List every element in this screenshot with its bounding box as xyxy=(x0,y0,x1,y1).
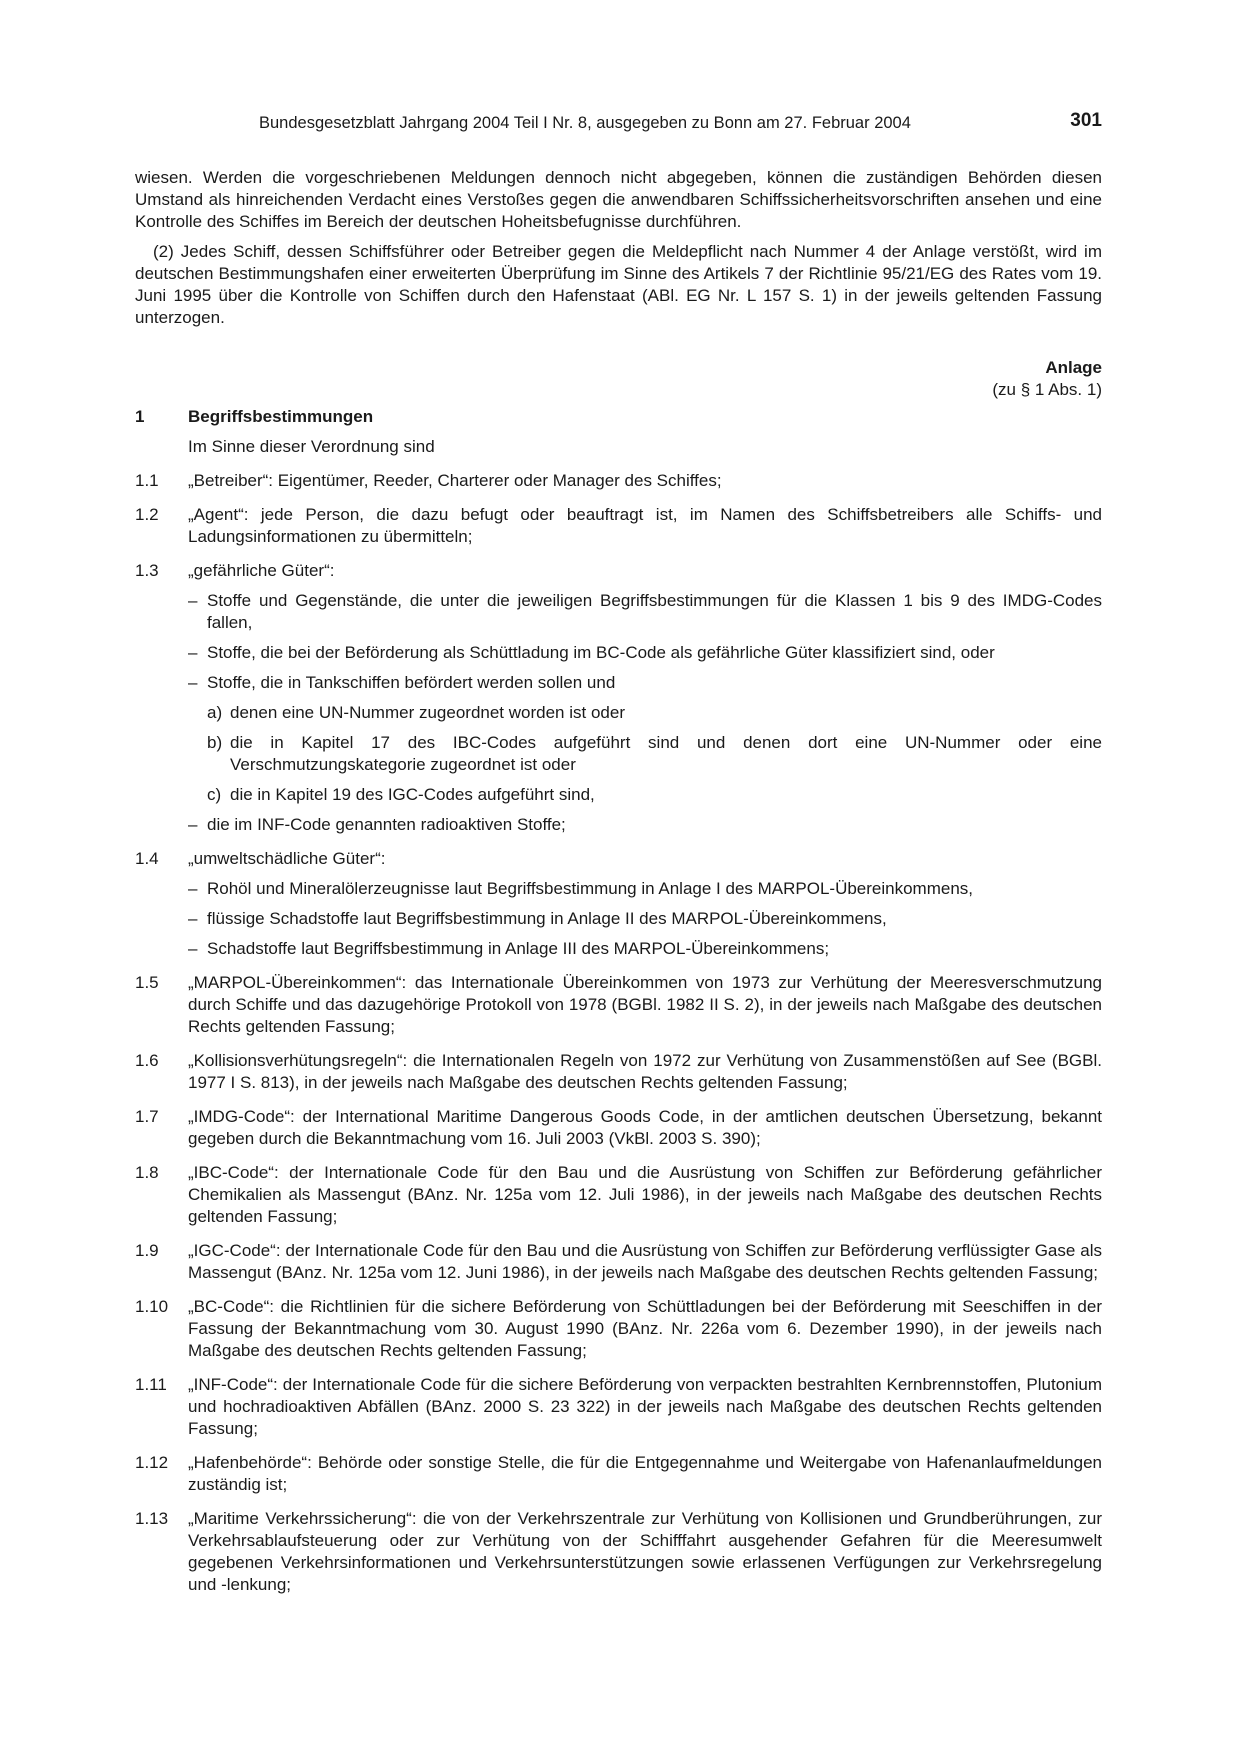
definition-1-5 xyxy=(135,972,1102,1038)
item-number: 1.9 xyxy=(135,1241,159,1260)
alpha-item-c: c) die in Kapitel 19 des IGC-Codes aufgeführt sind, xyxy=(207,785,595,804)
item-text: „MARPOL-Übereinkommen“: das Internationale Übereinkommen von 1973 zur Verhütung der Meeresverschmutzung durch Schiffe und das dazugehörige Protokoll von 1978 (BGBl. 1982 II S. 2), in der jeweils nach Maßgabe des deutschen Rechts geltenden Fassung; xyxy=(188,973,1102,1036)
item-number: 1.2 xyxy=(135,505,159,524)
item-number: 1.11 xyxy=(135,1375,167,1394)
dash-bullet: – xyxy=(188,939,198,958)
item-number: 1.4 xyxy=(135,849,159,868)
item-text: „umweltschädliche Güter“: xyxy=(188,849,386,868)
page-header xyxy=(124,112,1102,138)
dash-bullet: – xyxy=(188,879,198,898)
definition-1-6 xyxy=(135,1050,1102,1094)
list-item: – Stoffe, die bei der Beförderung als Schüttladung im BC-Code als gefährliche Güter klassifiziert sind, oder xyxy=(188,643,995,662)
page-number: 301 xyxy=(1070,110,1102,131)
dash-bullet: – xyxy=(188,591,198,610)
definition-1-7 xyxy=(135,1106,1102,1150)
section-lead-text: Im Sinne dieser Verordnung sind xyxy=(188,437,435,456)
intro-paragraph-1: wiesen. Werden die vorgeschriebenen Meldungen dennoch nicht abgegeben, können die zuständigen Behörden diesen Umstand als hinreichenden Verdacht eines Verstoßes gegen die anwendbaren Schiffssicherheitsvorschriften ansehen und eine Kontrolle des Schiffes im Bereich der deutschen Hoheitsbefugnisse durchführen. xyxy=(135,168,1102,231)
definition-1-10 xyxy=(135,1296,1102,1362)
list-item: – Stoffe und Gegenstände, die unter die jeweiligen Begriffsbestimmungen für die Klassen 1 bis 9 des IMDG-Codes fallen, xyxy=(188,591,1102,632)
section-lead xyxy=(135,436,1102,458)
item-number: 1.10 xyxy=(135,1297,169,1316)
alpha-item-b: b) die in Kapitel 17 des IBC-Codes aufgeführt sind und denen dort eine UN-Nummer oder eine Verschmutzungskategorie zugeordnet ist oder xyxy=(207,733,1102,774)
list-item: – flüssige Schadstoffe laut Begriffsbestimmung in Anlage II des MARPOL-Übereinkommens, xyxy=(188,909,887,928)
list-item: – Schadstoffe laut Begriffsbestimmung in Anlage III des MARPOL-Übereinkommens; xyxy=(188,939,830,958)
definition-1-3 xyxy=(135,560,1102,836)
anlage-reference: (zu § 1 Abs. 1) xyxy=(992,380,1102,399)
dash-bullet: – xyxy=(188,643,198,662)
alpha-item-a: a) denen eine UN-Nummer zugeordnet worden ist oder xyxy=(207,703,625,722)
definition-1-13 xyxy=(135,1508,1102,1596)
definition-1-8 xyxy=(135,1162,1102,1228)
item-text: „BC-Code“: die Richtlinien für die sichere Beförderung von Schüttladungen bei der Beförderung mit Seeschiffen in der Fassung der Bekanntmachung vom 30. August 1990 (BAnz. Nr. 226a vom 6. Dezember 1990), in der jeweils nach Maßgabe des deutschen Rechts geltenden Fassung; xyxy=(188,1297,1102,1360)
item-number: 1.12 xyxy=(135,1453,169,1472)
item-number: 1.5 xyxy=(135,973,159,992)
item-text: „gefährliche Güter“: xyxy=(188,561,335,580)
item-text: „INF-Code“: der Internationale Code für die sichere Beförderung von verpackten bestrahlten Kernbrennstoffen, Plutonium und hochradioaktiven Abfällen (BAnz. 2000 S. 23 322) in der jeweils nach Maßgabe des deutschen Rechts geltenden Fassung; xyxy=(188,1375,1102,1438)
item-text: „IGC-Code“: der Internationale Code für den Bau und die Ausrüstung von Schiffen zur Beförderung verflüssigter Gase als Massengut (BAnz. Nr. 125a vom 12. Juni 1986), in der jeweils nach Maßgabe des deutschen Rechts geltenden Fassung; xyxy=(188,1241,1102,1282)
item-text: „IBC-Code“: der Internationale Code für den Bau und die Ausrüstung von Schiffen zur Beförderung gefährlicher Chemikalien als Massengut (BAnz. Nr. 125a vom 12. Juli 1986), in der jeweils nach Maßgabe des deutschen Rechts geltenden Fassung; xyxy=(188,1163,1102,1226)
anlage-heading xyxy=(135,357,1102,401)
item-number: 1.6 xyxy=(135,1051,159,1070)
section-title: Begriffsbestimmungen xyxy=(188,407,374,426)
dash-bullet: – xyxy=(188,815,198,834)
section-number: 1 xyxy=(135,407,145,426)
list-item: – die im INF-Code genannten radioaktiven Stoffe; xyxy=(188,815,566,834)
definition-1-4 xyxy=(135,848,1102,960)
intro-paragraphs xyxy=(135,167,1102,337)
running-title: Bundesgesetzblatt Jahrgang 2004 Teil I Nr. 8, ausgegeben zu Bonn am 27. Februar 2004 xyxy=(259,114,911,132)
item-number: 1.3 xyxy=(135,561,159,580)
item-text: „Kollisionsverhütungsregeln“: die Internationalen Regeln von 1972 zur Verhütung von Zusammenstößen auf See (BGBl. 1977 I S. 813), in der jeweils nach Maßgabe des deutschen Rechts geltenden Fassung; xyxy=(188,1051,1102,1092)
definition-1-9 xyxy=(135,1240,1102,1284)
intro-paragraph-2: (2) Jedes Schiff, dessen Schiffsführer oder Betreiber gegen die Meldepflicht nach Nummer 4 der Anlage verstößt, wird im deutschen Bestimmungshafen einer erweiterten Überprüfung im Sinne des Artikels 7 der Richtlinie 95/21/EG des Rates vom 19. Juni 1995 über die Kontrolle von Schiffen durch den Hafenstaat (ABl. EG Nr. L 157 S. 1) in der jeweils geltenden Fassung unterzogen. xyxy=(135,242,1102,327)
item-number: 1.8 xyxy=(135,1163,159,1182)
dash-bullet: – xyxy=(188,909,198,928)
definition-1-1 xyxy=(135,470,1102,492)
item-text: „Agent“: jede Person, die dazu befugt oder beauftragt ist, im Namen des Schiffsbetreibers alle Schiffs- und Ladungsinformationen zu übermitteln; xyxy=(188,505,1102,546)
dash-bullet: – xyxy=(188,673,198,692)
list-item: – Stoffe, die in Tankschiffen befördert werden sollen und xyxy=(188,673,616,692)
list-item: – Rohöl und Mineralölerzeugnisse laut Begriffsbestimmung in Anlage I des MARPOL-Übereinkommens, xyxy=(188,879,974,898)
item-text: „Maritime Verkehrssicherung“: die von der Verkehrszentrale zur Verhütung von Kollisionen und Grundberührungen, zur Verkehrsablaufsteuerung oder zur Verhütung von der Schifffahrt ausgehender Gefahren für die Meeresumwelt gegebenen Verkehrsinformationen und Verkehrsunterstützungen sowie erlassenen Verfügungen zur Verkehrsregelung und -lenkung; xyxy=(188,1509,1102,1594)
definition-1-2 xyxy=(135,504,1102,548)
item-number: 1.7 xyxy=(135,1107,159,1126)
item-number: 1.1 xyxy=(135,471,159,490)
item-text: „Hafenbehörde“: Behörde oder sonstige Stelle, die für die Entgegennahme und Weitergabe von Hafenanlaufmeldungen zuständig ist; xyxy=(188,1453,1102,1494)
anlage-title: Anlage xyxy=(1045,358,1102,377)
item-text: „IMDG-Code“: der International Maritime Dangerous Goods Code, in der amtlichen deutschen Übersetzung, bekannt gegeben durch die Bekanntmachung vom 16. Juli 2003 (VkBl. 2003 S. 390); xyxy=(188,1107,1102,1148)
definition-1-12 xyxy=(135,1452,1102,1496)
section-heading xyxy=(135,406,1102,428)
definitions-section xyxy=(135,406,1102,1604)
definition-1-11 xyxy=(135,1374,1102,1440)
item-text: „Betreiber“: Eigentümer, Reeder, Charterer oder Manager des Schiffes; xyxy=(188,471,722,490)
item-number: 1.13 xyxy=(135,1509,169,1528)
